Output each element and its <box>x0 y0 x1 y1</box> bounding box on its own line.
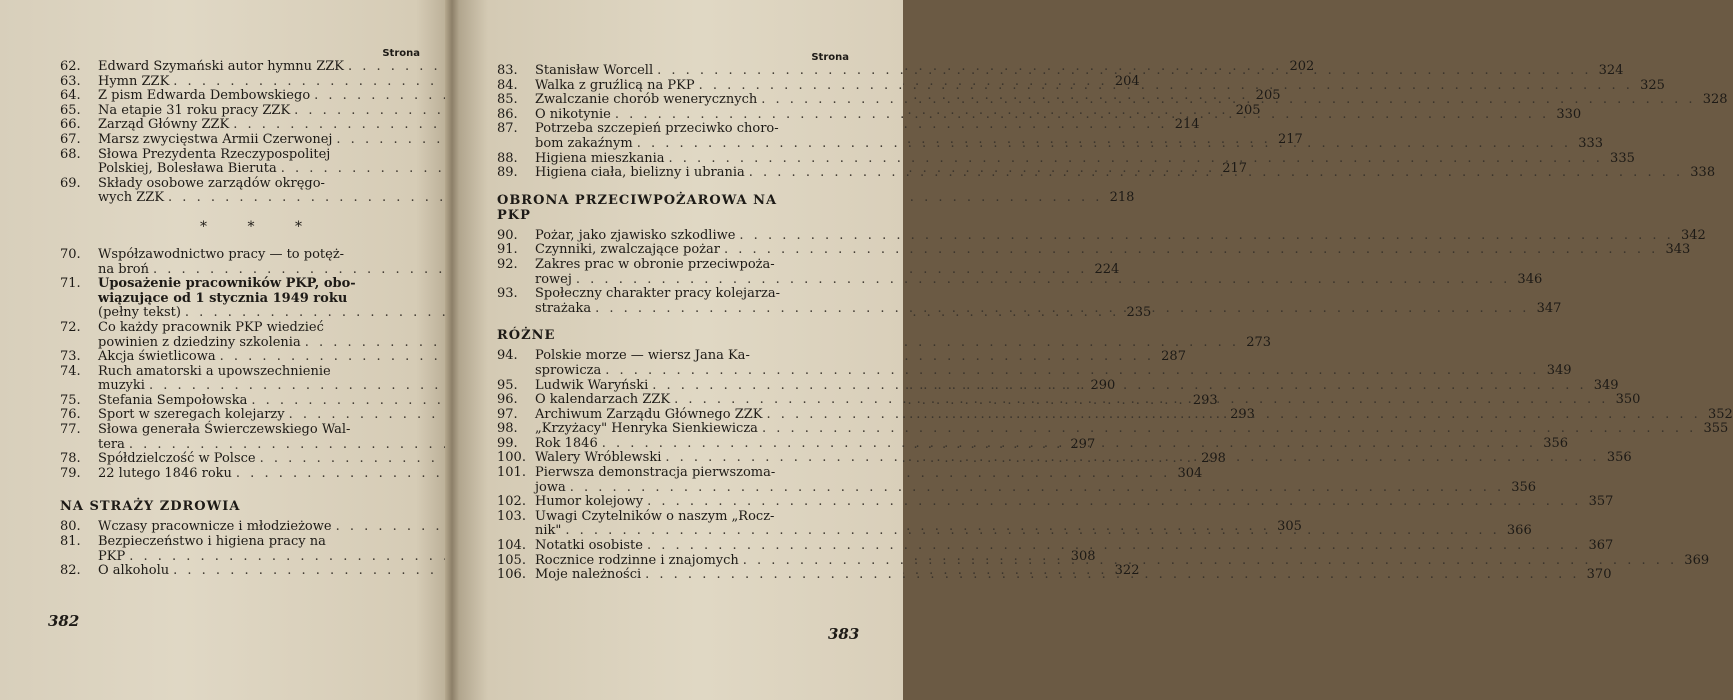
entry-number: 82. <box>60 563 81 579</box>
dot-leader <box>641 568 1583 583</box>
entry-number: 87. <box>497 121 518 137</box>
entry-title-line: rowej <box>535 271 572 287</box>
dot-leader <box>758 422 1700 437</box>
entry-title-line: Notatki osobiste <box>535 538 643 554</box>
strona-column-label: Strona <box>382 48 420 59</box>
entry-title-line: Stefania Sempołowska <box>98 392 248 408</box>
entry-page-number: 224 <box>1094 261 1120 277</box>
entry-title-line: na broń <box>98 261 149 277</box>
entry-title-line: Edward Szymański autor hymnu ZZK <box>98 59 344 74</box>
entry-title-line: „Krzyżacy" Henryka Sienkiewicza <box>535 421 758 437</box>
entry-page-number: 304 <box>1177 465 1203 481</box>
dot-leader <box>572 273 1514 288</box>
entry-title-line: Higiena mieszkania <box>535 150 665 166</box>
entry-title-line: wych ZZK <box>98 190 165 206</box>
dot-leader <box>566 481 1508 496</box>
entry-title-line: Zarząd Główny ZZK <box>98 117 230 133</box>
entry-title-line: Na etapie 31 roku pracy ZZK <box>98 102 291 118</box>
entry-title-line: Co każdy pracownik PKP wiedzieć <box>98 319 324 335</box>
dot-leader <box>745 166 1687 181</box>
entry-number: 92. <box>497 256 518 272</box>
entry-page-number: 369 <box>1684 552 1710 568</box>
entry-title-line: Walka z gruźlicą na PKP <box>535 77 695 93</box>
entry-page-number: 202 <box>1289 59 1315 74</box>
entry-title-line: Czynniki, zwalczające pożar <box>535 242 720 258</box>
entry-page-number: 325 <box>1640 77 1665 93</box>
entry-number: 67. <box>60 131 81 147</box>
entry-page-number: 357 <box>1588 494 1614 510</box>
entry-number: 85. <box>497 92 518 108</box>
entry-page-number: 217 <box>1277 131 1303 147</box>
entry-title-line: 22 lutego 1846 roku <box>98 465 232 481</box>
entry-page-number: 338 <box>1690 165 1716 181</box>
toc-entry <box>497 494 1614 510</box>
entry-page-number: 214 <box>1174 117 1200 133</box>
entry-title-line: tera <box>98 436 125 452</box>
entry-number: 80. <box>60 519 81 535</box>
entry-number: 78. <box>60 451 81 467</box>
entry-page-number: 352 <box>1708 406 1733 422</box>
entry-title-line: Wczasy pracownicze i młodzieżowe <box>98 519 332 535</box>
entry-title-line: wiązujące od 1 stycznia 1949 roku <box>98 290 348 306</box>
entry-title-line: bom zakaźnym <box>535 135 633 151</box>
entry-page-number: 356 <box>1606 450 1632 466</box>
entry-number: 89. <box>497 165 518 181</box>
strona-column-label: Strona <box>811 52 849 63</box>
entry-page-number: 205 <box>1235 102 1261 118</box>
dot-leader <box>739 554 1681 569</box>
toc-entry <box>497 538 1614 554</box>
entry-number: 63. <box>60 73 81 89</box>
entry-page-number: 350 <box>1615 392 1641 408</box>
entry-title-line: nik" <box>535 523 562 539</box>
entry-number: 64. <box>60 88 81 104</box>
entry-title-line: Pożar, jako zjawisko szkodliwe <box>535 227 736 243</box>
entry-page-number: 349 <box>1593 377 1619 393</box>
entry-number: 93. <box>497 286 518 302</box>
entry-page-number: 293 <box>1192 392 1218 408</box>
page-number: 382 <box>48 612 80 630</box>
entry-page-number: 205 <box>1255 88 1281 104</box>
entry-number: 83. <box>497 63 518 78</box>
entry-number: 95. <box>497 377 518 393</box>
section-separator-stars: * * * <box>200 218 320 235</box>
entry-title-line: Marsz zwycięstwa Armii Czerwonej <box>98 131 333 147</box>
entry-page-number: 322 <box>1114 563 1140 579</box>
book-gutter <box>445 0 459 700</box>
entry-title-line: Archiwum Zarządu Głównego ZZK <box>535 406 763 422</box>
entry-title-line: Zwalczanie chorób wenerycznych <box>535 92 758 108</box>
dot-leader <box>670 393 1612 408</box>
dot-leader <box>598 437 1540 452</box>
entry-title-line: Higiena ciała, bielizny i ubrania <box>535 165 745 181</box>
entry-number: 74. <box>60 363 81 379</box>
entry-title-line: (pełny tekst) <box>98 305 181 321</box>
entry-number: 94. <box>497 348 518 364</box>
entry-title-line: PKP <box>98 548 126 564</box>
entry-title-line: Rocznice rodzinne i znajomych <box>535 552 739 568</box>
entry-page-number: 324 <box>1598 63 1624 78</box>
toc-entry <box>497 150 1635 167</box>
entry-title-line: Słowa Prezydenta Rzeczypospolitej <box>98 146 331 162</box>
entry-title-line: jowa <box>535 479 566 495</box>
entry-number: 65. <box>60 102 81 118</box>
entry-number: 77. <box>60 422 81 438</box>
section-heading: RÓŻNE <box>497 328 556 344</box>
entry-title-line: Spółdzielczość w Polsce <box>98 451 256 467</box>
toc-entry <box>497 227 1706 244</box>
entry-number: 73. <box>60 349 81 365</box>
entry-title-line: Rok 1846 <box>535 435 598 451</box>
entry-title-line: sprowicza <box>535 362 602 378</box>
entry-number: 104. <box>497 538 526 554</box>
entry-number: 69. <box>60 175 81 191</box>
entry-title-line: Ruch amatorski a upowszechnienie <box>98 363 331 379</box>
entry-page-number: 356 <box>1511 479 1537 495</box>
entry-page-number: 349 <box>1546 362 1572 378</box>
dot-leader <box>633 137 1575 152</box>
entry-page-number: 305 <box>1277 519 1302 535</box>
entry-number: 70. <box>60 246 81 262</box>
dot-leader <box>601 364 1543 379</box>
entry-page-number: 356 <box>1543 435 1569 451</box>
entry-number: 99. <box>497 435 518 451</box>
entry-number: 62. <box>60 59 81 74</box>
entry-page-number: 235 <box>1126 305 1152 321</box>
entry-number: 91. <box>497 242 518 258</box>
dot-leader <box>643 539 1585 554</box>
entry-number: 79. <box>60 465 81 481</box>
entry-page-number: 273 <box>1246 334 1272 350</box>
entry-number: 101. <box>497 465 526 481</box>
entry-number: 102. <box>497 494 526 510</box>
entry-title-line: Potrzeba szczepień przeciwko choro- <box>535 121 779 137</box>
entry-title-line: strażaka <box>535 300 592 316</box>
entry-page-number: 297 <box>1070 436 1096 452</box>
entry-page-number: 346 <box>1517 271 1543 287</box>
dot-leader <box>653 64 1595 79</box>
entry-page-number: 287 <box>1161 349 1186 365</box>
entry-number: 106. <box>497 567 526 583</box>
entry-page-number: 347 <box>1536 300 1562 316</box>
entry-number: 81. <box>60 534 81 550</box>
entry-number: 90. <box>497 227 518 243</box>
entry-title-line: Polskiej, Bolesława Bieruta <box>98 161 277 177</box>
entry-title-line: Pierwsza demonstracja pierwszoma- <box>535 465 776 481</box>
entry-title-line: Składy osobowe zarządów okręgo- <box>98 175 325 191</box>
entry-number: 86. <box>497 106 518 122</box>
entry-page-number: 218 <box>1109 190 1135 206</box>
entry-title-line: powinien z dziedziny szkolenia <box>98 334 301 350</box>
toc-entry <box>60 175 1135 206</box>
dot-leader <box>735 229 1677 244</box>
dot-leader <box>648 379 1590 394</box>
entry-title-line: Moje należności <box>535 567 642 583</box>
entry-number: 97. <box>497 406 518 422</box>
entry-title-line: Hymn ZZK <box>98 73 170 89</box>
entry-page-number: 335 <box>1610 150 1635 166</box>
entry-number: 98. <box>497 421 518 437</box>
section-heading: NA STRAŻY ZDROWIA <box>60 499 241 515</box>
entry-title-line: O alkoholu <box>98 563 170 579</box>
entry-page-number: 293 <box>1230 407 1255 423</box>
entry-title-line: Zakres prac w obronie przeciwpoża- <box>535 256 775 272</box>
entry-title-line: Z pism Edwarda Dembowskiego <box>98 88 311 104</box>
entry-page-number: 370 <box>1586 567 1612 583</box>
entry-number: 66. <box>60 117 81 133</box>
entry-number: 96. <box>497 392 518 408</box>
dot-leader <box>591 302 1533 317</box>
dot-leader <box>720 243 1662 258</box>
toc-entry <box>497 242 1691 258</box>
dot-leader <box>757 93 1699 108</box>
entry-number: 76. <box>60 407 81 423</box>
entry-title-line: Uwagi Czytelników o naszym „Rocz- <box>535 508 775 524</box>
entry-number: 68. <box>60 146 81 162</box>
entry-title-line: Ludwik Waryński <box>535 377 649 393</box>
entry-title-line: Społeczny charakter pracy kolejarza- <box>535 286 781 302</box>
entry-page-number: 343 <box>1665 242 1691 258</box>
entry-page-number: 355 <box>1703 421 1729 437</box>
entry-page-number: 367 <box>1588 538 1614 554</box>
entry-title-line: Polskie morze — wiersz Jana Ka- <box>535 348 750 364</box>
entry-number: 75. <box>60 392 81 408</box>
entry-number: 103. <box>497 508 526 524</box>
entry-page-number: 204 <box>1114 73 1140 89</box>
toc-entry <box>497 421 1729 437</box>
entry-number: 72. <box>60 319 81 335</box>
entry-title-line: Bezpieczeństwo i higiena pracy na <box>98 534 326 550</box>
entry-title-line: Stanisław Worcell <box>535 63 654 78</box>
entry-title-line: O kalendarzach ZZK <box>535 392 671 408</box>
entry-number: 100. <box>497 450 526 466</box>
entry-page-number: 342 <box>1680 227 1706 243</box>
entry-number: 105. <box>497 552 526 568</box>
entry-page-number: 330 <box>1556 106 1582 122</box>
entry-title-line: Słowa generała Świerczewskiego Wal- <box>98 422 351 438</box>
entry-page-number: 290 <box>1090 378 1116 394</box>
entry-page-number: 298 <box>1201 451 1226 467</box>
entry-title-line: Sport w szeregach kolejarzy <box>98 407 285 423</box>
entry-page-number: 308 <box>1070 548 1096 564</box>
dot-leader <box>661 451 1603 466</box>
entry-title-line: Humor kolejowy <box>535 494 644 510</box>
entry-page-number: 328 <box>1702 92 1728 108</box>
entry-title-line: Walery Wróblewski <box>535 450 662 466</box>
entry-number: 71. <box>60 276 81 292</box>
dot-leader <box>762 408 1704 423</box>
entry-page-number: 217 <box>1222 161 1248 177</box>
dot-leader <box>643 495 1585 510</box>
entry-title-line: Współzawodnictwo pracy — to potęż- <box>98 246 345 262</box>
dot-leader <box>665 152 1607 167</box>
entry-title-line: O nikotynie <box>535 106 611 122</box>
entry-title-line: muzyki <box>98 378 145 394</box>
dot-leader <box>611 108 1553 123</box>
page-number: 383 <box>828 625 860 643</box>
section-heading: OBRONA PRZECIWPOŻAROWA NA PKP <box>497 192 778 223</box>
entry-number: 84. <box>497 77 518 93</box>
entry-title-line: Uposażenie pracowników PKP, obo- <box>98 276 356 292</box>
dot-leader <box>561 524 1503 539</box>
entry-page-number: 366 <box>1506 523 1532 539</box>
entry-page-number: 333 <box>1578 135 1604 151</box>
entry-title-line: Akcja świetlicowa <box>98 349 216 365</box>
entry-number: 88. <box>497 150 518 166</box>
dot-leader <box>695 79 1637 94</box>
